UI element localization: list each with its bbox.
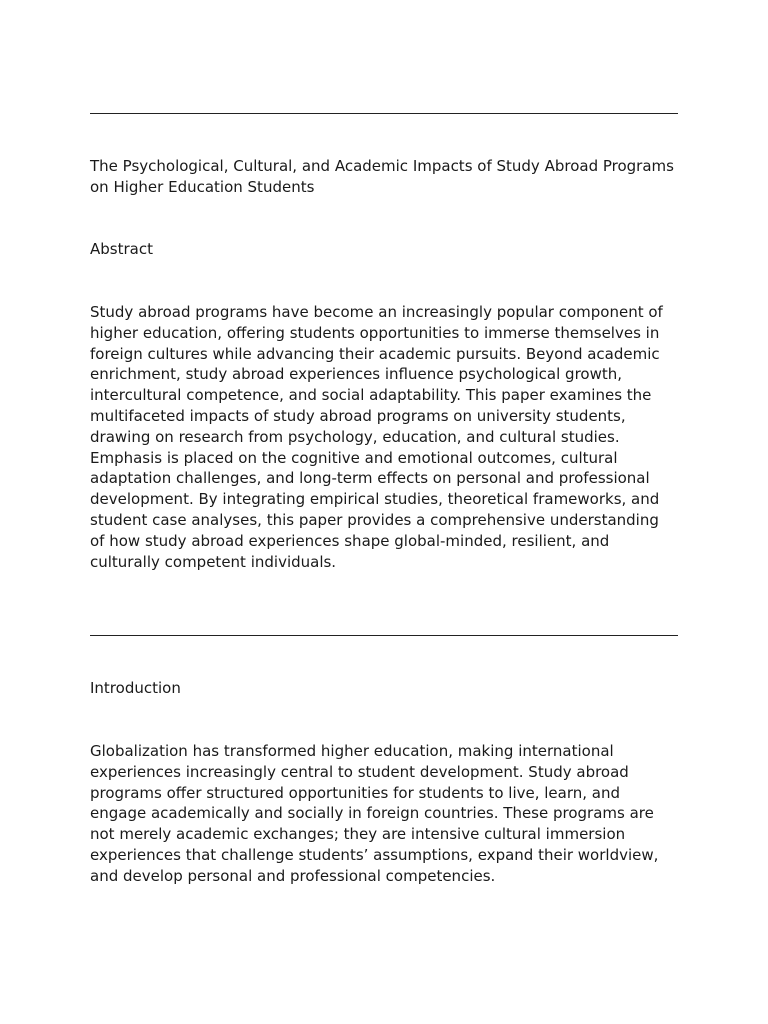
introduction-paragraph: Globalization has transformed higher education, making international experiences increasingly central to student development. Study abroad programs offer structured opportunities for students to live, learn, and engage academically and socially in foreign countries. These programs are not merely academic exchanges; they are intensive cultural immersion experiences that challenge students’ assumptions, expand their worldview, and develop personal and professional competencies. <box>90 742 659 885</box>
abstract-heading: Abstract <box>90 240 153 258</box>
document-title: The Psychological, Cultural, and Academic Impacts of Study Abroad Programs on Higher Education Students <box>90 157 674 196</box>
introduction-heading: Introduction <box>90 679 181 697</box>
section-divider <box>90 635 678 636</box>
abstract-paragraph: Study abroad programs have become an increasingly popular component of higher education, offering students opportunities to immerse themselves in foreign cultures while advancing their academic pursuits. Beyond academic enrichment, study abroad experiences influence psychological growth, intercultural competence, and social adaptability. This paper examines the multifaceted impacts of study abroad programs on university students, drawing on research from psychology, education, and cultural studies. Emphasis is placed on the cognitive and emotional outcomes, cultural adaptation challenges, and long-term effects on personal and professional development. By integrating empirical studies, theoretical frameworks, and student case analyses, this paper provides a comprehensive understanding of how study abroad experiences shape global-minded, resilient, and culturally competent individuals. <box>90 303 663 571</box>
top-divider <box>90 113 678 114</box>
